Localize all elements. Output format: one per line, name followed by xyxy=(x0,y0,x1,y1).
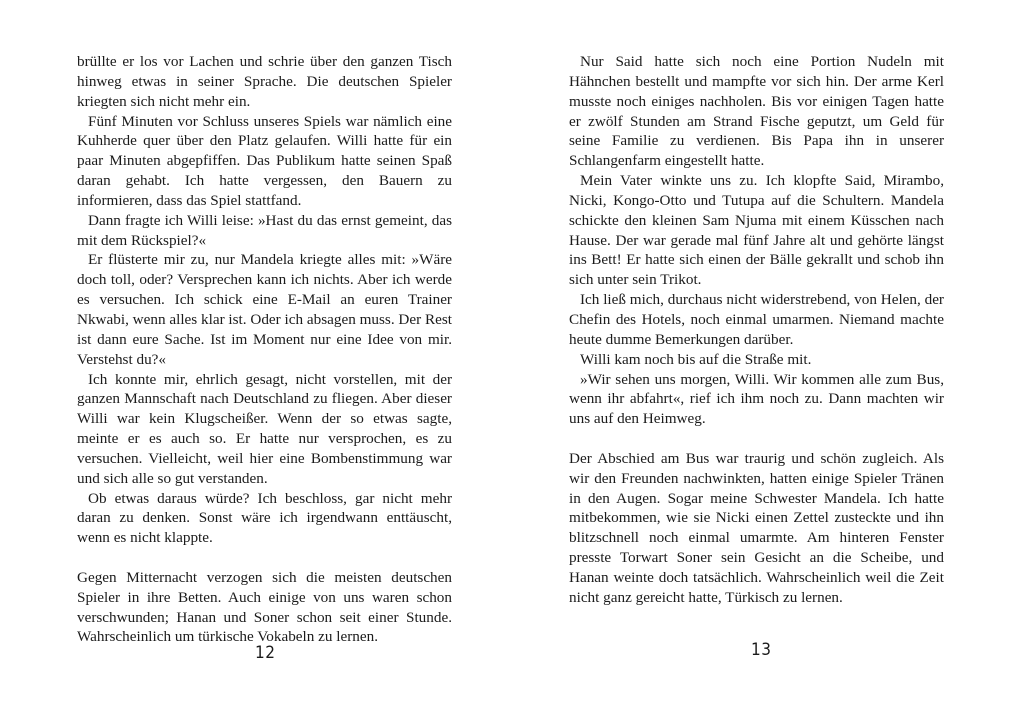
paragraph: Fünf Minuten vor Schluss unseres Spiels war nämlich eine Kuhherde quer über den Platz gelaufen. Willi hatte für ein paar Minuten abgepfiffen. Das Publikum hatte seinen Spaß daran gehabt. Ich hatte vergessen, den Bauern zu informieren, dass das Spiel stattfand. xyxy=(77,112,452,209)
right-page-text xyxy=(569,52,944,608)
paragraph: brüllte er los vor Lachen und schrie über den ganzen Tisch hinweg etwas in seiner Sprache. Die deutschen Spieler kriegten sich nicht mehr ein. xyxy=(77,53,452,110)
left-page-text xyxy=(77,52,452,647)
paragraph: Er flüsterte mir zu, nur Mandela kriegte alles mit: »Wäre doch toll, oder? Versprechen kann ich nichts. Aber ich werde es versuchen. Ich schick eine E-Mail an euren Trainer Nkwabi, wenn alles klar ist. Oder ich absagen muss. Der Rest ist dann eure Sache. Ist im Moment nur eine Idee von mir. Verstehst du?« xyxy=(77,251,452,368)
paragraph: Ob etwas daraus würde? Ich beschloss, gar nicht mehr daran zu denken. Sonst wäre ich irgendwann enttäuscht, wenn es nicht klappte. xyxy=(77,489,452,547)
paragraph: Gegen Mitternacht verzogen sich die meisten deutschen Spieler in ihre Betten. Auch einige von uns waren schon verschwunden; Hanan und Soner schon seit einer Stunde. Wahrscheinlich um türkische Vokabeln zu lernen. xyxy=(77,568,452,646)
paragraph: Nur Said hatte sich noch eine Portion Nudeln mit Hähnchen bestellt und mampfte vor sich hin. Der arme Kerl musste noch einiges nachholen. Bis vor einigen Tagen hatte er zwölf Stunden am Strand Fische geputzt, um Geld für seine Familie zu verdienen. Bis Papa ihn in unserer Schlangenfarm eingestellt hatte. xyxy=(569,53,944,170)
page-number: 13 xyxy=(751,640,772,660)
paragraph: Mein Vater winkte uns zu. Ich klopfte Said, Mirambo, Nicki, Kongo-Otto und Tutupa auf die Schultern. Mandela schickte den kleinen Sam Njuma mit einem Küsschen nach Hause. Der war gerade mal fünf Jahre alt und gehörte längst ins Bett! Er hatte sich einen der Bälle gekrallt und schob ihn sich unter sein Trikot. xyxy=(569,172,944,289)
paragraph: Der Abschied am Bus war traurig und schön zugleich. Als wir den Freunden nachwinkten, hatten einige Spieler Tränen in den Augen. Sogar meine Schwester Mandela. Ich hatte mitbekommen, wie sie Nicki einen Zettel zusteckte und ihn blitzschnell noch einmal umarmte. Am hinteren Fenster presste Torwart Soner sein Gesicht an die Scheibe, und Hanan weinte doch tatsächlich. Wahrscheinlich weil die Zeit nicht ganz gereicht hatte, Türkisch zu lernen. xyxy=(569,449,944,606)
paragraph: Dann fragte ich Willi leise: »Hast du das ernst gemeint, das mit dem Rückspiel?« xyxy=(77,211,452,249)
paragraph: Ich konnte mir, ehrlich gesagt, nicht vorstellen, mit der ganzen Mannschaft nach Deutschland zu fliegen. Aber dieser Willi war kein Klugscheißer. Wenn der so etwas sagte, meinte er es auch so. Er hatte nur versprochen, es zu versuchen. Vielleicht, weil hier eine Bombenstimmung war und sich alle so gut verstanden. xyxy=(77,370,452,487)
right-page xyxy=(510,0,1020,720)
paragraph: Willi kam noch bis auf die Straße mit. xyxy=(580,350,812,368)
paragraph: Ich ließ mich, durchaus nicht widerstrebend, von Helen, der Chefin des Hotels, noch einmal umarmen. Niemand machte heute dumme Bemerkungen darüber. xyxy=(569,291,944,348)
page-number: 12 xyxy=(255,643,276,663)
paragraph: »Wir sehen uns morgen, Willi. Wir kommen alle zum Bus, wenn ihr abfahrt«, rief ich ihm noch zu. Dann machten wir uns auf den Heimweg. xyxy=(569,370,944,428)
